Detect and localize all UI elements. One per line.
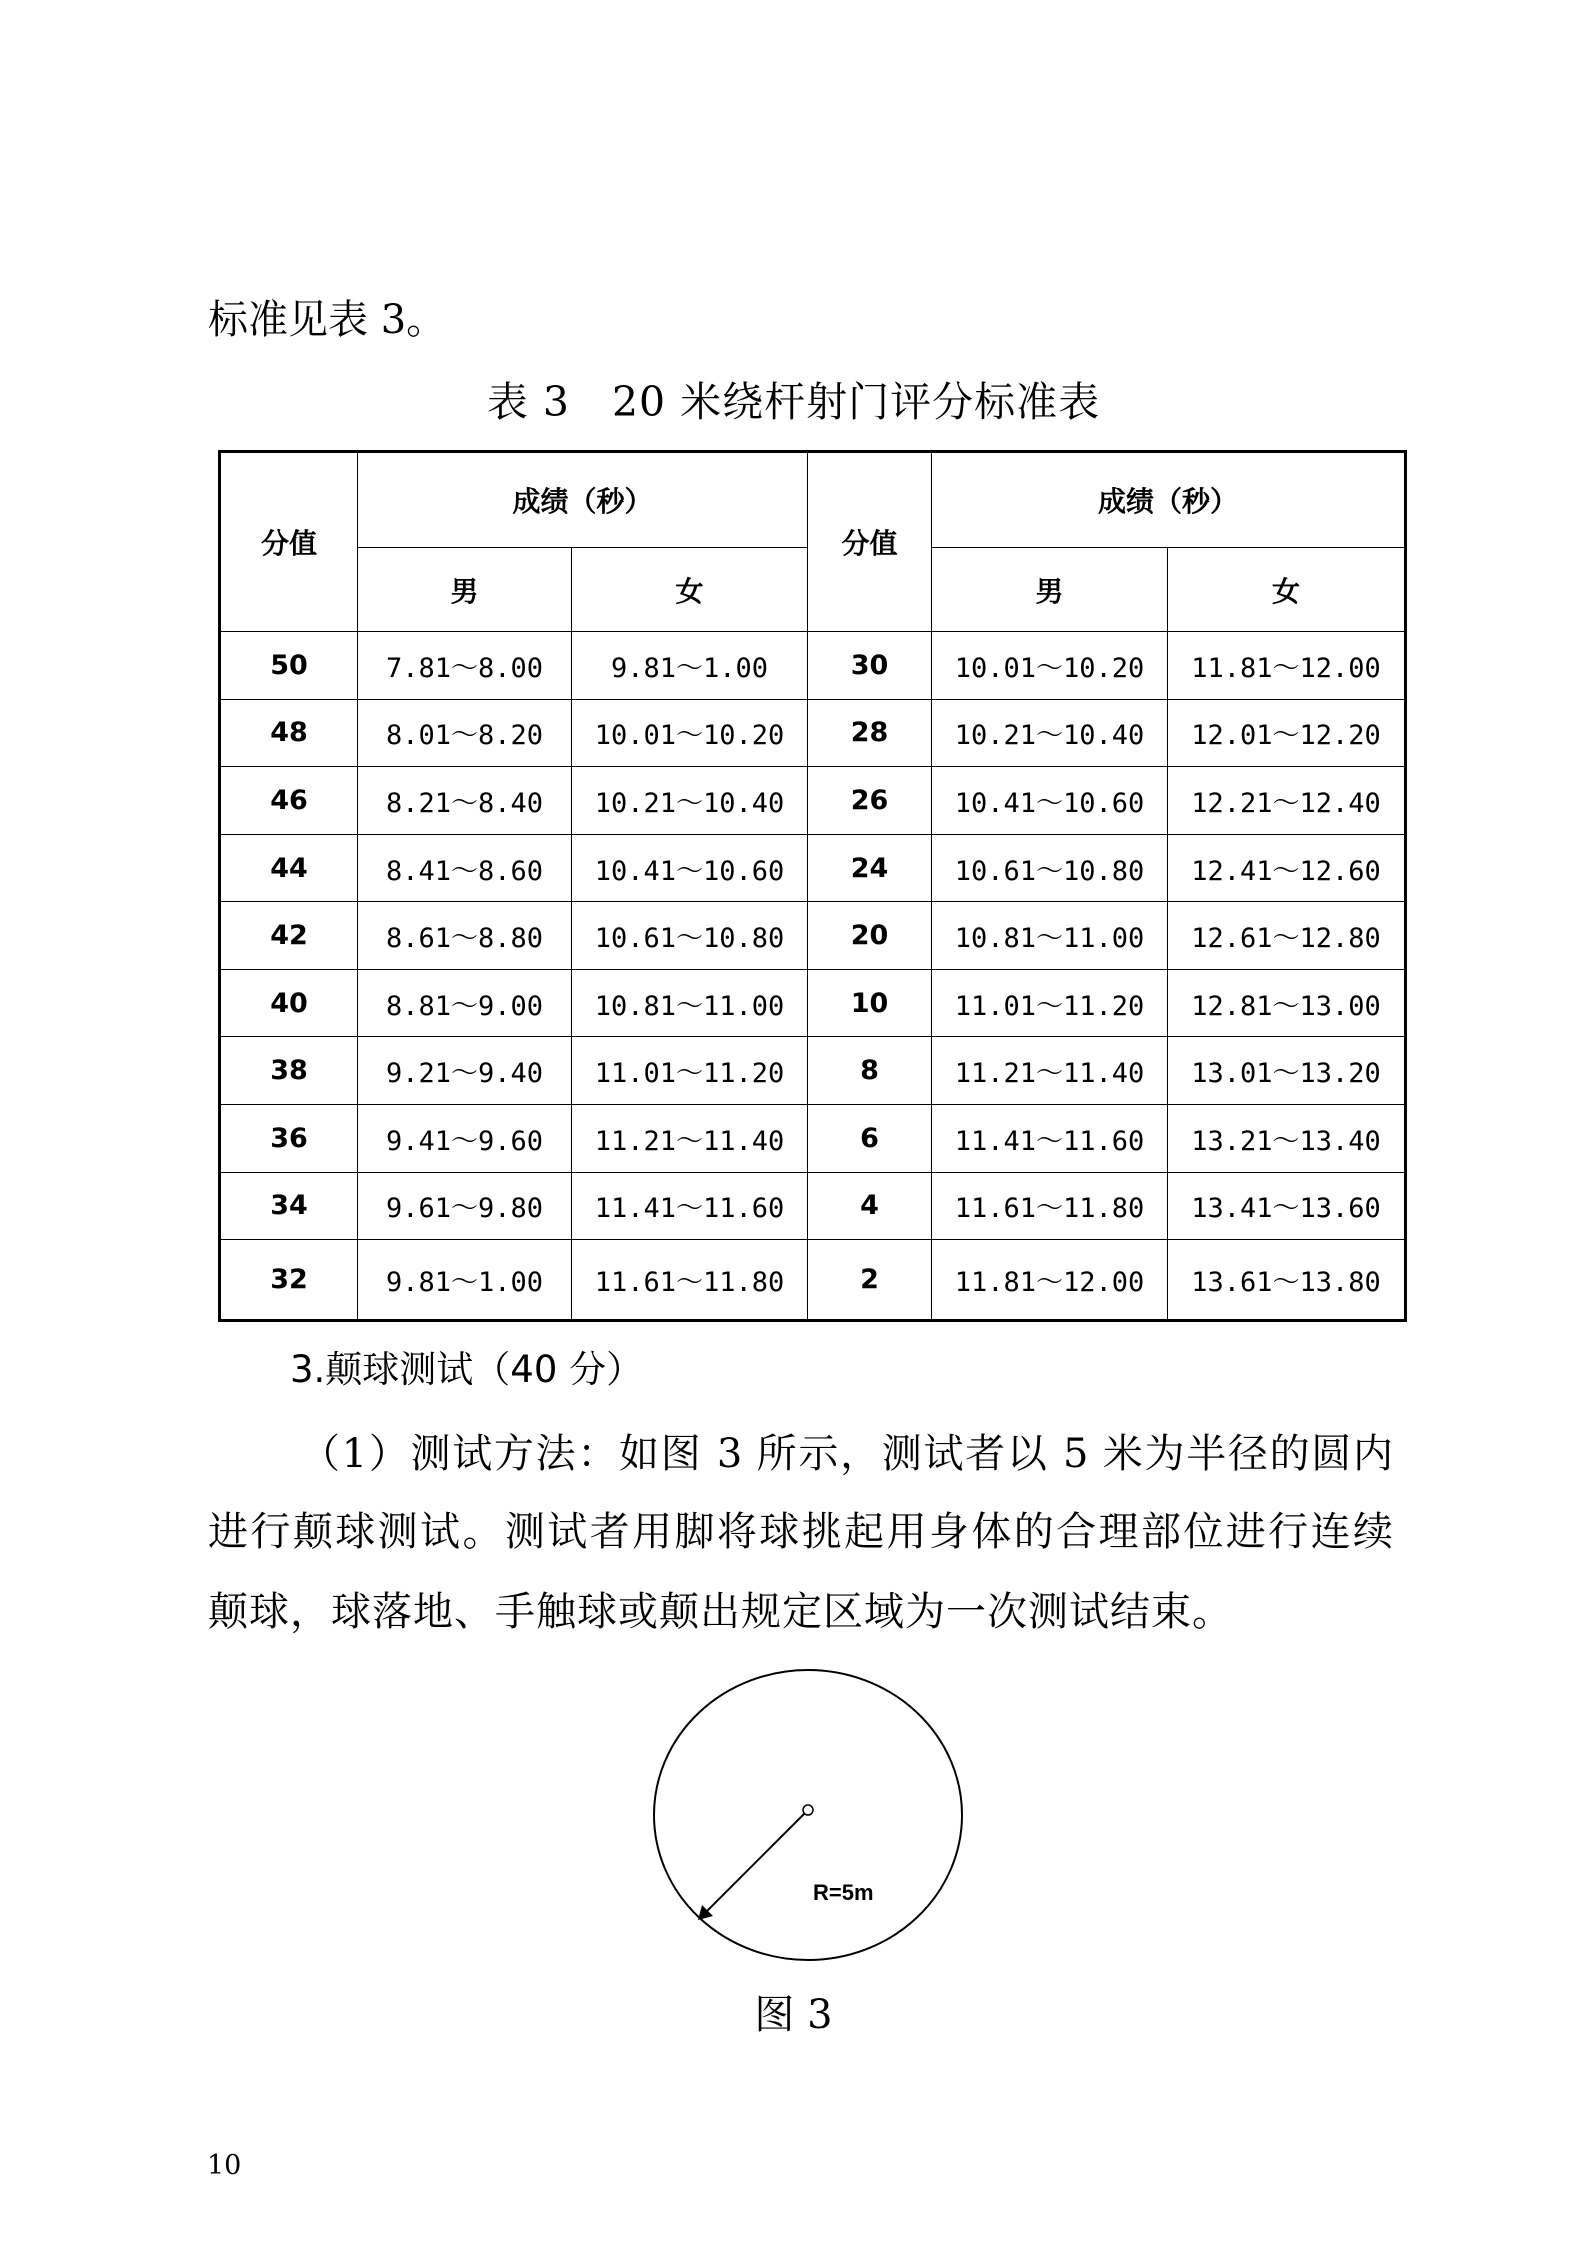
cell-male-time: 10.21～10.40 (932, 699, 1168, 767)
cell-female-time: 12.81～13.00 (1168, 969, 1406, 1037)
cell-points: 36 (220, 1105, 358, 1173)
cell-female-time: 11.01～11.20 (572, 1037, 808, 1105)
cell-female-time: 9.81～1.00 (572, 632, 808, 700)
page-number: 10 (207, 2150, 242, 2181)
cell-female-time: 12.01～12.20 (1168, 699, 1406, 767)
cell-points: 30 (808, 632, 932, 700)
cell-male-time: 9.61～9.80 (358, 1172, 572, 1240)
cell-points: 38 (220, 1037, 358, 1105)
cell-male-time: 8.81～9.00 (358, 969, 572, 1037)
table-row (220, 632, 1406, 700)
table-body (220, 632, 1406, 1321)
circle-diagram (650, 1668, 970, 1968)
cell-male-time: 8.01～8.20 (358, 699, 572, 767)
cell-female-time: 13.21～13.40 (1168, 1105, 1406, 1173)
cell-male-time: 8.21～8.40 (358, 767, 572, 835)
header-male: 男 (358, 548, 572, 632)
cell-points: 10 (808, 969, 932, 1037)
cell-points: 26 (808, 767, 932, 835)
cell-female-time: 10.41～10.60 (572, 834, 808, 902)
cell-female-time: 10.01～10.20 (572, 699, 808, 767)
cell-male-time: 9.41～9.60 (358, 1105, 572, 1173)
cell-male-time: 9.81～1.00 (358, 1240, 572, 1321)
cell-female-time: 10.21～10.40 (572, 767, 808, 835)
cell-male-time: 8.61～8.80 (358, 902, 572, 970)
cell-points: 20 (808, 902, 932, 970)
cell-points: 48 (220, 699, 358, 767)
cell-male-time: 10.81～11.00 (932, 902, 1168, 970)
cell-male-time: 10.01～10.20 (932, 632, 1168, 700)
cell-points: 42 (220, 902, 358, 970)
header-female: 女 (1168, 548, 1406, 632)
paragraph-line: 颠球，球落地、手触球或颠出规定区域为一次测试结束。 (208, 1589, 1233, 1635)
cell-male-time: 11.61～11.80 (932, 1172, 1168, 1240)
score-table (218, 450, 1407, 1322)
table-row (220, 1240, 1406, 1321)
cell-female-time: 13.41～13.60 (1168, 1172, 1406, 1240)
header-points: 分值 (808, 452, 932, 632)
table-row (220, 699, 1406, 767)
cell-points: 50 (220, 632, 358, 700)
intro-text: 标准见表 3。 (208, 297, 447, 343)
table-row (220, 1172, 1406, 1240)
cell-male-time: 10.61～10.80 (932, 834, 1168, 902)
header-female: 女 (572, 548, 808, 632)
center-point (803, 1805, 813, 1815)
cell-male-time: 9.21～9.40 (358, 1037, 572, 1105)
cell-female-time: 12.41～12.60 (1168, 834, 1406, 902)
cell-points: 28 (808, 699, 932, 767)
paragraph-line: 进行颠球测试。测试者用脚将球挑起用身体的合理部位进行连续 (208, 1509, 1393, 1555)
cell-female-time: 12.21～12.40 (1168, 767, 1406, 835)
cell-male-time: 11.41～11.60 (932, 1105, 1168, 1173)
cell-female-time: 11.81～12.00 (1168, 632, 1406, 700)
cell-female-time: 11.61～11.80 (572, 1240, 808, 1321)
radius-label: R=5m (813, 1880, 874, 1905)
cell-points: 2 (808, 1240, 932, 1321)
table-row (220, 767, 1406, 835)
cell-points: 4 (808, 1172, 932, 1240)
cell-points: 8 (808, 1037, 932, 1105)
cell-female-time: 13.01～13.20 (1168, 1037, 1406, 1105)
section-heading: 3.颠球测试（40 分） (290, 1348, 644, 1391)
table-row (220, 969, 1406, 1037)
cell-male-time: 10.41～10.60 (932, 767, 1168, 835)
cell-male-time: 8.41～8.60 (358, 834, 572, 902)
cell-female-time: 10.61～10.80 (572, 902, 808, 970)
cell-points: 32 (220, 1240, 358, 1321)
table-row (220, 1105, 1406, 1173)
cell-female-time: 10.81～11.00 (572, 969, 808, 1037)
table-title: 表 3 20 米绕杆射门评分标准表 (486, 378, 1101, 426)
figure-caption: 图 3 (754, 1992, 833, 2038)
table-row (220, 902, 1406, 970)
cell-male-time: 7.81～8.00 (358, 632, 572, 700)
table-row (220, 834, 1406, 902)
cell-male-time: 11.01～11.20 (932, 969, 1168, 1037)
header-points: 分值 (220, 452, 358, 632)
cell-male-time: 11.81～12.00 (932, 1240, 1168, 1321)
table-header-row (220, 452, 1406, 548)
cell-male-time: 11.21～11.40 (932, 1037, 1168, 1105)
cell-points: 44 (220, 834, 358, 902)
cell-female-time: 12.61～12.80 (1168, 902, 1406, 970)
cell-points: 34 (220, 1172, 358, 1240)
cell-female-time: 11.41～11.60 (572, 1172, 808, 1240)
table-row (220, 1037, 1406, 1105)
cell-points: 40 (220, 969, 358, 1037)
header-male: 男 (932, 548, 1168, 632)
cell-female-time: 11.21～11.40 (572, 1105, 808, 1173)
cell-female-time: 13.61～13.80 (1168, 1240, 1406, 1321)
cell-points: 24 (808, 834, 932, 902)
cell-points: 46 (220, 767, 358, 835)
cell-points: 6 (808, 1105, 932, 1173)
radius-line (704, 1812, 806, 1914)
header-score: 成绩（秒） (932, 452, 1406, 548)
paragraph-line: （1）测试方法：如图 3 所示，测试者以 5 米为半径的圆内 (300, 1431, 1393, 1477)
header-score: 成绩（秒） (358, 452, 808, 548)
